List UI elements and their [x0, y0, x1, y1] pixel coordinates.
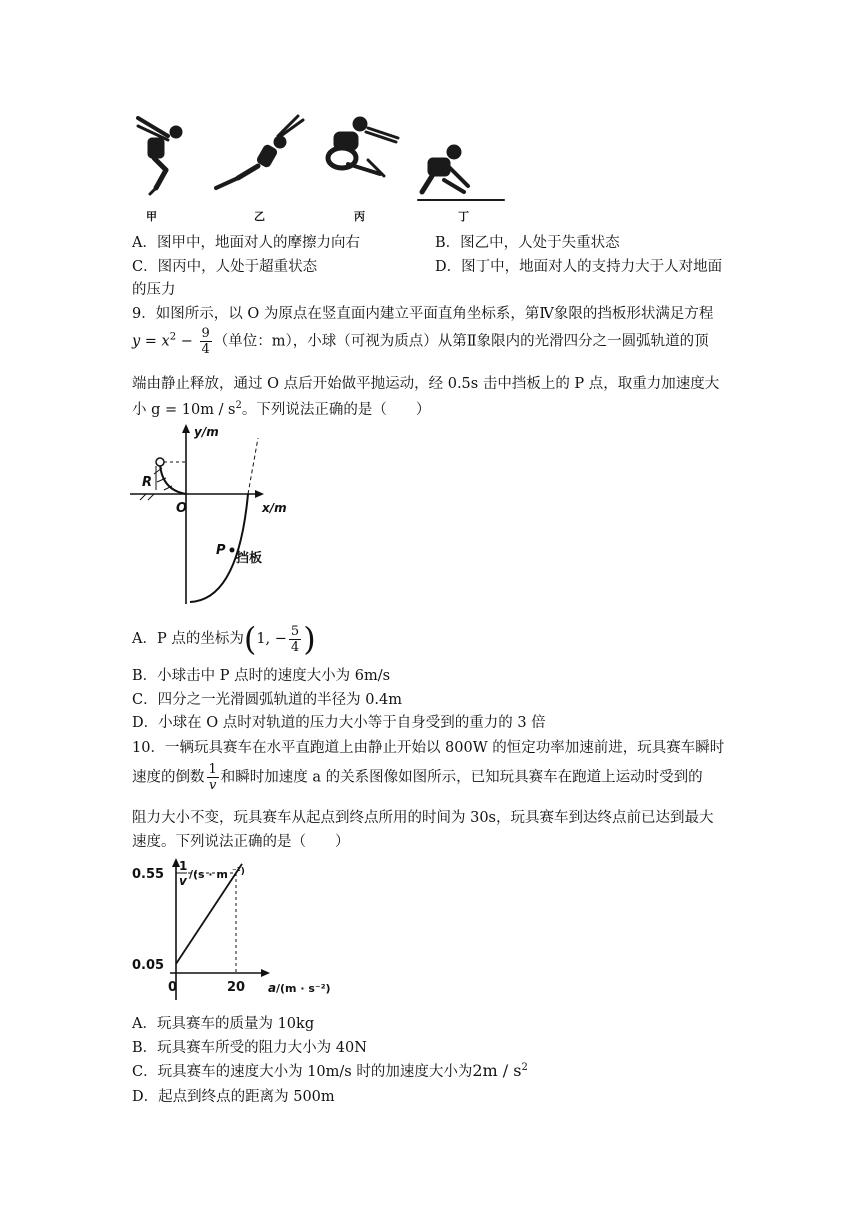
- q9-stem-line2-text: （单位：m），小球（可视为质点）从第Ⅱ象限内的光滑四分之一圆弧轨道的顶: [213, 333, 709, 350]
- q9-fraction-denominator: 4: [201, 342, 210, 357]
- x-axis-arrow-icon: [255, 490, 264, 498]
- q10-reciprocal-fraction: [207, 762, 219, 793]
- chart-ylabel-unit: /(s · m: [189, 868, 228, 881]
- y-axis-label: y/m: [194, 425, 219, 439]
- q10-stem-line1: 10．一辆玩具赛车在水平直跑道上由静止开始以 800W 的恒定功率加速前进，玩具赛车瞬时: [132, 740, 725, 756]
- q9-equation-fraction: [200, 326, 212, 357]
- chart-xlabel-unit: /(m · s⁻²): [276, 982, 331, 995]
- q9-stem-line1: 9．如图所示，以 O 为原点在竖直面内建立平面直角坐标系，第Ⅳ象限的挡板形状满足方程: [132, 306, 714, 322]
- chart-ylabel-num: 1: [179, 859, 188, 873]
- q10-stem-line3: 阻力大小不变，玩具赛车从起点到终点所用的时间为 30s，玩具赛车到达终点前已达到最大: [132, 810, 714, 826]
- q9-stem-line4: [132, 398, 430, 419]
- q9-option-b: B．小球击中 P 点时的速度大小为 6m/s: [132, 668, 391, 684]
- origin-label: O: [176, 501, 188, 516]
- q9-stem-line2: [132, 326, 709, 357]
- q8-option-a: A．图甲中，地面对人的摩擦力向右: [132, 235, 360, 251]
- point-p: [230, 548, 235, 553]
- figure-label-yi: 乙: [254, 210, 265, 223]
- figure-label-ding: 丁: [458, 210, 469, 223]
- q9-stem-line3: 端由静止释放，通过 O 点后开始做平抛运动，经 0.5s 击中挡板上的 P 点，取重力加速度大: [132, 376, 720, 392]
- y-tick-label-0: 0.05: [132, 957, 165, 973]
- q10-fraction-numerator: 1: [208, 762, 217, 777]
- x-tick-label-1: 20: [227, 980, 246, 995]
- q9-option-a-denominator: 4: [290, 639, 300, 655]
- x-axis-label: x/m: [262, 501, 287, 515]
- q8-athletes-figure: [128, 108, 508, 226]
- point-p-label: P: [216, 543, 226, 558]
- q9-equation-minus: −: [176, 333, 198, 350]
- radius-label: R: [142, 475, 153, 490]
- q10-option-c: [132, 1060, 528, 1081]
- figure-bing-athlete: [328, 117, 398, 176]
- q10-stem-line2: [132, 762, 703, 793]
- q10-fraction-denominator: v: [208, 778, 217, 793]
- q8-option-c: C．图丙中，人处于超重状态: [132, 259, 318, 275]
- x-tick-label-0: 0: [168, 980, 178, 995]
- q8-option-b: B．图乙中，人处于失重状态: [435, 235, 620, 251]
- y-axis-arrow-icon: [182, 424, 190, 433]
- q10-stem-line2-pre: 速度的倒数: [132, 769, 205, 786]
- q9-stem-line4-tail: 。下列说法正确的是（ ）: [241, 402, 431, 418]
- chart-x-arrow-icon: [261, 969, 270, 977]
- q9-fraction-numerator: 9: [201, 326, 210, 341]
- y-tick-label-1: 0.55: [132, 867, 165, 882]
- figure-jia-athlete: [138, 118, 182, 194]
- q9-option-c: C．四分之一光滑圆弧轨道的半径为 0.4m: [132, 692, 403, 708]
- q9-gravity-text: 小 g = 10m / s: [132, 402, 236, 418]
- q9-equation-lhs: y = x: [132, 333, 170, 350]
- figure-label-bing: 丙: [354, 210, 365, 223]
- figure-ding-athlete: [418, 145, 504, 200]
- chart-ylabel-unit-exp: ⁻¹): [232, 867, 245, 877]
- right-paren: ): [303, 620, 316, 658]
- q9-option-a-numerator: 5: [290, 623, 300, 639]
- figure-yi-athlete: [216, 116, 303, 188]
- q8-option-d-line1: D．图丁中，地面对人的支持力大于人对地面: [435, 259, 723, 275]
- q9-trajectory-figure: [126, 424, 296, 610]
- q10-option-d: D．起点到终点的距离为 500m: [132, 1089, 335, 1105]
- q9-option-a-text: A．P 点的坐标为: [132, 631, 244, 647]
- q10-stem-line4: 速度。下列说法正确的是（ ）: [132, 834, 350, 850]
- ball: [156, 458, 164, 466]
- q9-option-d: D．小球在 O 点时对轨道的压力大小等于自身受到的重力的 3 倍: [132, 715, 546, 731]
- q10-stem-line2-post: 和瞬时加速度 a 的关系图像如图所示，已知玩具赛车在跑道上运动时受到的: [220, 769, 703, 786]
- q8-option-d-line2: 的压力: [132, 282, 176, 298]
- board-extension: [248, 438, 258, 494]
- q10-option-c-exp: 2: [521, 1062, 528, 1074]
- board-label: 挡板: [236, 551, 263, 566]
- q9-option-a-coord: 1, −: [256, 631, 287, 647]
- q9-option-a-fraction: [289, 624, 301, 655]
- q9-gravity-exp: 2: [235, 400, 242, 412]
- q10-option-c-value: 2m / s: [472, 1061, 522, 1080]
- q10-option-a: A．玩具赛车的质量为 10kg: [132, 1016, 315, 1032]
- q10-chart: [126, 856, 346, 1004]
- chart-ylabel-den: v: [179, 874, 187, 888]
- q10-option-c-text: C．玩具赛车的速度大小为 10m/s 时的加速度大小为: [132, 1064, 473, 1080]
- figure-label-jia: 甲: [146, 210, 157, 223]
- chart-xlabel-var: a: [268, 981, 277, 995]
- q9-equation-exp: 2: [169, 331, 177, 343]
- q10-option-b: B．玩具赛车所受的阻力大小为 40N: [132, 1040, 367, 1056]
- q9-option-a: [132, 620, 316, 658]
- left-paren: (: [243, 620, 257, 658]
